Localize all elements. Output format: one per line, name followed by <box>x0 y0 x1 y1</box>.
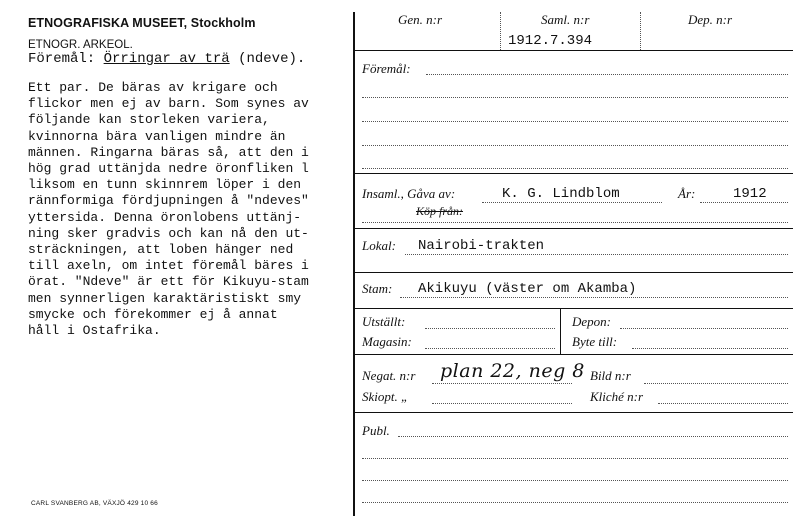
foremal-line-3 <box>362 121 788 122</box>
object-native-name: (ndeve). <box>238 51 306 67</box>
ar-value: 1912 <box>733 186 767 202</box>
description-line: kvinnorna bära vanligen mindre än <box>28 128 286 144</box>
byte-line <box>632 348 788 349</box>
kliche-label: Kliché n:r <box>590 389 644 404</box>
utstallt-divider <box>560 309 561 354</box>
object-name: Örringar av trä <box>103 51 230 67</box>
description-line: följande kan storleken variera, <box>28 112 270 128</box>
header-sep-1 <box>500 12 501 50</box>
description-line: till axeln, om intet föremål bäres i <box>28 258 309 274</box>
publ-line-3 <box>362 480 788 481</box>
lokal-line <box>405 254 788 255</box>
description-line: flickor men ej av barn. Som synes av <box>28 96 309 112</box>
utstallt-line <box>425 328 555 329</box>
header-rule <box>355 50 793 51</box>
description-line: männen. Ringarna bäras så, att den i <box>28 144 309 160</box>
description-line: men synnerligen karaktäristiskt smy <box>28 290 302 306</box>
saml-value: 1912.7.394 <box>508 33 593 49</box>
description-line: Ett par. De bäras av krigare och <box>28 80 278 95</box>
foremal-line-1 <box>426 74 788 75</box>
magasin-label: Magasin: <box>362 334 412 349</box>
section-rule-2 <box>355 228 793 229</box>
skiopt-line <box>432 403 572 404</box>
section-rule-6 <box>355 412 793 413</box>
lokal-label: Lokal: <box>362 238 396 253</box>
department-label: ETNOGR. ARKEOL. <box>28 39 133 51</box>
description-line: ning sker gradvis och kan nå den ut- <box>28 225 309 241</box>
section-rule-4 <box>355 308 793 309</box>
struck-label: Köp från: <box>416 204 464 218</box>
foremal-label: Föremål: <box>362 61 411 76</box>
section-rule-3 <box>355 272 793 273</box>
byte-label: Byte till: <box>572 334 618 349</box>
insaml-line-2 <box>362 222 788 223</box>
ar-line <box>700 202 788 203</box>
description-line: hög grad uttänjda nedre öronfliken l <box>28 161 309 177</box>
description-line: smycke och förekommer ej å annat <box>28 306 278 322</box>
museum-name: ETNOGRAFISKA MUSEET, Stockholm <box>28 16 256 30</box>
object-heading <box>28 51 305 67</box>
publ-line-2 <box>362 458 788 459</box>
skiopt-label: Skiopt. „ <box>362 389 409 404</box>
magasin-line <box>425 348 555 349</box>
description-line: sträckningen, att loben hänger ned <box>28 242 294 258</box>
description-line: liksom en tunn skinnrem löper i den <box>28 177 302 193</box>
stam-value: Akikuyu (väster om Akamba) <box>418 281 637 297</box>
kliche-line <box>658 403 788 404</box>
description-line: håll i Ostafrika. <box>28 323 161 339</box>
depon-line <box>620 328 788 329</box>
insaml-label: Insaml., Gåva av: <box>362 186 456 201</box>
depon-label: Depon: <box>572 314 611 329</box>
description-line: örat. "Ndeve" är ett för Kikuyu-stam <box>28 274 309 290</box>
publ-line-1 <box>398 436 788 437</box>
publ-label: Publ. <box>362 423 390 438</box>
utstallt-label: Utställt: <box>362 314 406 329</box>
insaml-value: K. G. Lindblom <box>502 186 620 202</box>
description <box>28 80 354 339</box>
saml-label: Saml. n:r <box>541 12 590 27</box>
description-line: yttersida. Denna öronlobens uttänj- <box>28 209 302 225</box>
section-rule-1 <box>355 173 793 174</box>
lokal-value: Nairobi-trakten <box>418 238 545 254</box>
insaml-line <box>482 202 662 203</box>
foremal-line-4 <box>362 145 788 146</box>
bild-label: Bild n:r <box>590 368 631 383</box>
negat-line <box>432 383 572 384</box>
description-line: rännformiga fördjupningen å "ndeves" <box>28 193 309 209</box>
header-sep-2 <box>640 12 641 50</box>
publ-line-4 <box>362 502 788 503</box>
bild-line <box>644 383 788 384</box>
ar-label: År: <box>678 186 696 201</box>
negat-value: plan 22, neg 8 <box>440 360 585 382</box>
stam-line <box>400 297 788 298</box>
object-prefix: Föremål: <box>28 51 96 67</box>
foremal-line-2 <box>362 97 788 98</box>
section-rule-5 <box>355 354 793 355</box>
printer-line: CARL SVANBERG AB, VÄXJÖ 429 10 66 <box>31 500 158 507</box>
gen-label: Gen. n:r <box>398 12 443 27</box>
card-divider <box>353 12 355 516</box>
negat-label: Negat. n:r <box>362 368 416 383</box>
foremal-line-5 <box>362 168 788 169</box>
stam-label: Stam: <box>362 281 393 296</box>
dep-label: Dep. n:r <box>688 12 733 27</box>
